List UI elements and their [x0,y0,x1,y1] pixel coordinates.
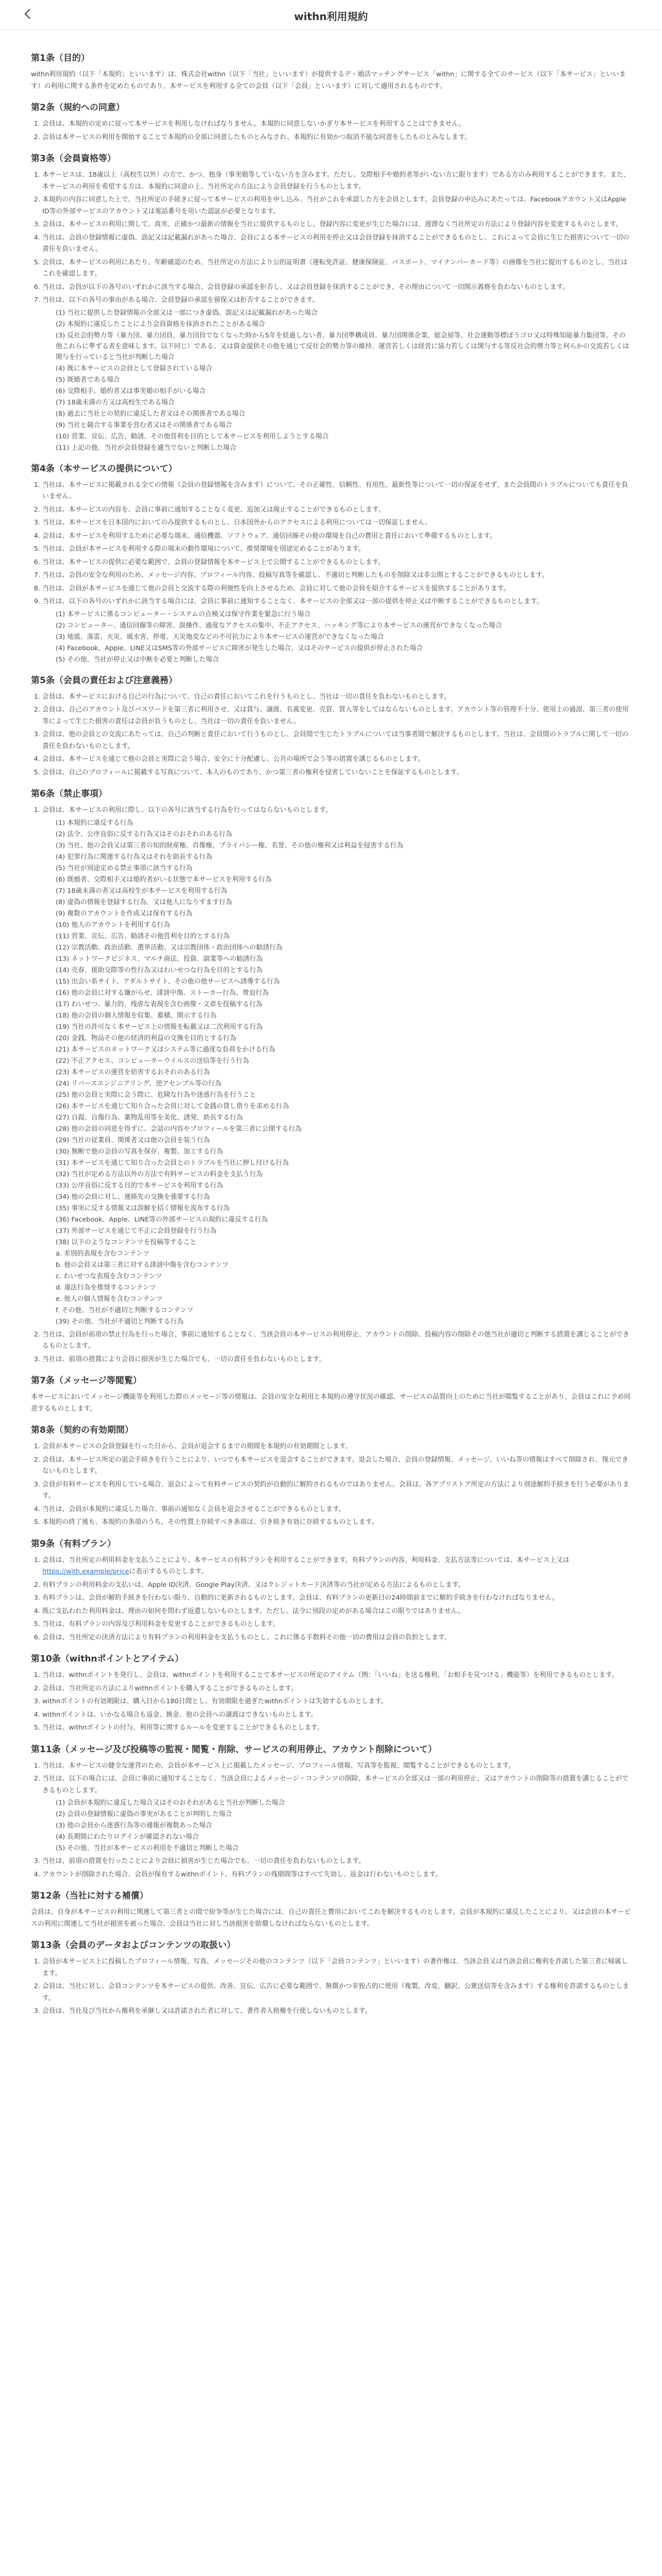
sub-clause-item: (27) 自殺、自傷行為、薬物乱用等を美化、誘発、助長する行為 [56,1113,243,1122]
article-section [31,463,631,665]
clause-text: 当社は、本サービスの内容を、会員に事前に通知することなく変更、追加又は廃止することができるものとします。 [42,505,385,514]
clause-item [42,1354,631,1366]
clause-item [42,1454,631,1478]
clause-text: 会員は、自己のプロフィールに掲載する写真について、本人のものであり、かつ第三者の権利を侵害していないことを保証するものとします。 [42,768,464,776]
sub-clause-item: (14) 売春、援助交際等の性行為又はわいせつな行為を目的とする行為 [56,966,263,974]
clause-item [42,583,631,595]
sub-clause-item: (31) 本サービスを通じて知り合った会員とのトラブルを当社に押し付ける行為 [56,1159,289,1167]
sub-clause-item: (2) 会員の登録情報に虚偽の事実があることが判明した場合 [56,1810,233,1818]
sub-clause-item: d. 違法行為を推奨するコンテンツ [56,1283,156,1292]
clause-text: 有料プランの利用料金の支払いは、Apple ID決済、Google Play決済、又はクレジットカード決済等の当社が定める方法によるものとします。 [42,1581,465,1589]
sub-clause-item: (33) 公序良俗に反する目的で本サービスを利用する行為 [56,1181,223,1190]
clause-text: 本規約の内容に同意した上で、当社所定の手続きに従って本サービスの利用を申し込み、当社がこれを承認した方を会員とします。会員登録の申込みにあたっては、Facebookアカウント又はApple ID等の外部サービスのアカウント又は電話番号を用いた認証が必要となります。 [42,196,626,215]
sub-clause-item: (23) 本サービスの運営を妨害するおそれのある行為 [56,1068,210,1076]
clause-item [42,1479,631,1502]
clause-text: 会員は、本サービスの利用に際し、以下の各号に該当する行為を行ってはならないものとします。 [42,806,333,814]
clause-text: 会員は、当社所定の方法によりwithnポイントを購入することができるものとします。 [42,1684,297,1692]
clause-text: 当社は、withnポイントを発行し、会員は、withnポイントを利用することで本サービスの所定のアイテム（例：「いいね」を送る権利、「お相手を見つける」機能等）を利用できるものとします。 [42,1671,619,1679]
article-heading: 第4条（本サービスの提供について） [31,463,177,474]
sub-clause-item: (30) 無断で他の会員の写真を保存、複製、加工する行為 [56,1147,223,1156]
sub-clause-item: (3) 地震、落雷、火災、風水害、停電、天災地変などの不可抗力により本サービスの運営ができなくなった場合 [56,633,384,641]
clause-item [42,1329,631,1352]
sub-clause-list [42,1798,631,1854]
sub-clause-item: (7) 18歳未満の者又は高校生が本サービスを利用する行為 [56,887,227,895]
clause-item [42,1580,631,1591]
clause-text: 当社は、会員が本サービスを通じて他の会員と交流する際の利便性を向上させるため、会員に対して他の会員を紹介するサービスを提供することがあります。 [42,584,510,592]
sub-clause-item: (8) 虚偽の情報を登録する行為、又は他人になりすます行為 [56,898,233,906]
article-heading: 第1条（目的） [31,53,90,63]
clause-text: 会員は、本サービスにおける自己の行為について、自己の責任においてこれを行うものとし、当社は一切の責任を負わないものとします。 [42,692,451,701]
sub-clause-item: (10) 営業、宣伝、広告、勧誘、その他営利を目的として本サービスを利用しようとする場合 [56,432,329,440]
clause-text: 会員は、本サービスを通じて他の会員と実際に会う場合、安全に十分配慮し、公共の場所で会う等の措置を講じるものとします。 [42,755,425,763]
sub-clause-item: (19) 当社の許可なく本サービス上の情報を転載又は二次利用する行為 [56,1023,263,1031]
sub-clause-item: (37) 外部サービスを通じて不正に会員登録を行う行為 [56,1227,217,1235]
clause-item [42,1856,631,1868]
article-section [31,1375,631,1415]
clause-text: 会員は、当社所定の利用料金を支払うことにより、本サービスの有料プランを利用することができます。有料プランの内容、利用料金、支払方法等については、本サービス上又は [42,1556,570,1564]
clause-item [42,1632,631,1644]
terms-body [0,30,662,2018]
clause-text: 当社は、本サービスの提供に必要な範囲で、会員の登録情報を本サービス上で公開することができるものとします。 [42,558,385,566]
sub-clause-item: (3) 当社、他の会員又は第三者の知的財産権、肖像権、プライバシー権、名誉、その他の権利又は利益を侵害する行為 [56,841,404,850]
clause-item [42,194,631,217]
clause-text: 会員は、本サービスの利用にあたり、年齢確認のため、当社所定の方法により公的証明書（運転免許証、健康保険証、パスポート、マイナンバーカード等）の画像を当社に提出するものとし、当社はこれを確認します。 [42,258,628,278]
sub-clause-item: (34) 他の会員に対し、連絡先の交換を強要する行為 [56,1193,210,1201]
sub-clause-item: (4) 犯罪行為に関連する行為又はそれを助長する行為 [56,853,212,861]
sub-clause-list [42,818,631,1327]
sub-clause-item: (5) その他、当社が本サービスの利用を不適切と判断した場合 [56,1844,239,1852]
article-section [31,152,631,453]
sub-clause-item: (4) 長期間にわたりログインが確認されない場合 [56,1833,199,1841]
clause-list [31,1441,631,1529]
clause-text: 当社は、以下の各号の事由がある場合、会員登録の承認を留保又は拒否することができます。 [42,296,319,304]
clause-item [42,1592,631,1604]
clause-item [42,1696,631,1708]
article-section [31,1743,631,1881]
clause-item [42,1683,631,1695]
sub-clause-item: (2) 本規約に違反したことにより会員資格を抹消されたことがある場合 [56,320,266,328]
sub-clause-item: e. 他人の個人情報を含むコンテンツ [56,1295,163,1303]
clause-item [42,557,631,569]
clause-item [42,517,631,529]
clause-text: 本規約の終了後も、本規約の条項のうち、その性質上存続すべき条項は、引き続き有効に存続するものとします。 [42,1518,378,1526]
clause-item [42,544,631,555]
clause-item [42,1441,631,1453]
clause-item [42,1773,631,1854]
clause-text: 有料プランは、会員が解約手続きを行わない限り、自動的に更新されるものとします。会員は、有料プランの更新日の24時間前までに解約手続きを行わなければなりません。 [42,1594,559,1602]
clause-list [31,1555,631,1644]
clause-text: withnポイントは、いかなる場合も返金、換金、他の会員への譲渡はできないものとします。 [42,1710,318,1719]
clause-list [31,118,631,143]
clause-item [42,1517,631,1529]
sub-clause-item: (2) コンピューター、通信回線等の障害、誤操作、過度なアクセスの集中、不正アクセス、ハッキング等により本サービスの運営ができなくなった場合 [56,621,502,630]
clause-text: 会員は、本規約の定めに従って本サービスを利用しなければなりません。本規約に同意しないかぎり本サービスを利用することはできません。 [42,120,466,128]
sub-clause-item: (11) 営業、宣伝、広告、勧誘その他営利を目的とする行為 [56,932,230,940]
clause-item [42,1869,631,1881]
article-heading: 第5条（会員の責任および注意義務） [31,675,177,686]
sub-clause-item: b. 他の会員又は第三者に対する誹謗中傷を含むコンテンツ [56,1261,229,1269]
sub-clause-item: (36) Facebook、Apple、LINE等の外部サービスの規約に違反する行為 [56,1215,268,1224]
article-section [31,52,631,92]
clause-text: 当社は、以下の各号のいずれかに該当する場合には、会員に事前に通知することなく、本サービスの全部又は一部の提供を停止又は中断することができるものとします。 [42,598,543,605]
clause-text: 当社は、前項の措置により会員に損害が生じた場合でも、一切の責任を負わないものとします。 [42,1355,326,1363]
clause-item [42,1504,631,1516]
article-section [31,1653,631,1734]
clause-list [31,1670,631,1734]
clause-item [42,1981,631,2004]
article-section [31,1890,631,1930]
clause-item [42,480,631,503]
sub-clause-item: (6) 既婚者、交際相手又は婚約者がいる状態で本サービスを利用する行為 [56,875,272,884]
article-section [31,1424,631,1529]
article-paragraph: withn利用規約（以下「本規約」といいます）は、株式会社withn（以下「当社」といいます）が提供するデ・婚活マッチングサービス「withn」に関する全てのサービス（以下「本サービス」といいます）の利用に関する条件を定めたものであり、本サービスを利用する全ての会員（以下「会員」といいます）に対して適用されるものです。 [31,71,626,90]
clause-text: 当社は、会員が以下の各号のいずれかに該当する場合、会員登録の承認を拒否し、又は会員登録を抹消することができ、その理由について一切開示義務を負わないものとします。 [42,283,569,291]
clause-text: 会員は、本サービス所定の退会手続きを行うことにより、いつでも本サービスを退会することができます。退会した場合、会員の登録情報、メッセージ、いいね等の情報はすべて削除され、復元できないものとします。 [42,1455,628,1475]
sub-clause-item: (3) 反社会的勢力等（暴力団、暴力団員、暴力団員でなくなった時から5年を経過しない者、暴力団準構成員、暴力団関係企業、総会屋等、社会運動等標ぼうゴロ又は特殊知能暴力集団等、その他これらに準ずる者を意味します。以下同じ）である、又は資金提供その他を通じて反社会的勢力等の維持、運営若しくは経営に協力若しくは関与する等反社会的勢力等と何らかの交流若しくは関与を行っていると当社が判断した場合 [56,331,630,361]
sub-clause-item: (9) 複数のアカウントを作成又は保有する行為 [56,909,193,918]
clause-list [31,805,631,1365]
article-paragraph: 本サービスにおいてメッセージ機能等を利用した際のメッセージ等の情報は、会員の安全な利用と本規約の遵守状況の確認、サービスの品質向上のために当社が閲覧することがあり、会員はこれに予め同意するものとします。 [31,1393,631,1413]
sub-clause-item: (1) 当社に提供した登録情報の全部又は一部につき虚偽、誤記又は記載漏れがあった場合 [56,309,318,317]
sub-clause-item: (9) 当社と競合する事業を営む者又はその関係者である場合 [56,421,233,429]
sub-clause-list [42,609,631,665]
sub-clause-item: (13) ネットワークビジネス、マルチ商法、投資、副業等への勧誘行為 [56,955,263,963]
sub-clause-item: (11) 上記の他、当社が会員登録を適当でないと判断した場合 [56,444,237,452]
clause-item [42,1760,631,1772]
clause-list [31,170,631,453]
article-heading: 第11条（メッセージ及び投稿等の監視・閲覧・削除、サービスの利用停止、アカウント削除について） [31,1744,437,1755]
sub-clause-item: (20) 金銭、物品その他の経済的利益の交換を目的とする行為 [56,1034,237,1042]
clause-text-after: に表示するものとします。 [129,1568,208,1575]
clause-text: 会員が本サービス上に投稿したプロフィール情報、写真、メッセージその他のコンテンツ（以下「会員コンテンツ」といいます）の著作権は、当該会員又は当該会員に権利を許諾した第三者に帰属します。 [42,1958,628,1977]
clause-item [42,232,631,256]
sub-clause-item: (16) 他の会員に対する嫌がらせ、誹謗中傷、ストーカー行為、脅迫行為 [56,989,269,997]
sub-clause-item: (4) 既に本サービスの会員として登録されている場合 [56,364,212,372]
sub-clause-item: (12) 宗教活動、政治活動、選挙活動、又は宗教団体・政治団体への勧誘行為 [56,943,283,952]
sub-clause-item: (26) 本サービスを通じて知り合った会員に対して金銭の貸し借りを求める行為 [56,1102,289,1110]
clause-text: 当社は、本サービスを日本国内においてのみ提供するものとし、日本国外からのアクセスによる利用については一切保証しません。 [42,519,432,527]
sub-clause-item: (4) Facebook、Apple、LINE又はSMS等の外部サービスに障害が発生した場合、又はそのサービスの提供が停止された場合 [56,644,423,652]
sub-clause-item: a. 差別的表現を含むコンテンツ [56,1249,150,1258]
clause-text: 会員は、当社所定の決済方法により有料プランの利用料金を支払うものとし、これに係る手数料その他一切の費用は会員の負担とします。 [42,1633,451,1641]
clause-item [42,170,631,193]
clause-item [42,754,631,766]
clause-list [31,691,631,779]
clause-item [42,531,631,543]
clause-text: 会員は、本サービスを利用するために必要な端末、通信機器、ソフトウェア、通信回線その他の環境を自己の費用と責任において準備するものとします。 [42,532,496,540]
sub-clause-item: (15) 出会い系サイト、アダルトサイト、その他の他サービスへ誘導する行為 [56,977,280,986]
clause-item [42,132,631,144]
sub-clause-item: (5) その他、当社が停止又は中断を必要と判断した場合 [56,655,219,664]
clause-text: 当社は、有料プランの内容及び利用料金を変更することができるものとします。 [42,1620,279,1628]
clause-item [42,295,631,453]
clause-list [31,1956,631,2018]
sub-clause-list [42,308,631,453]
clause-text: 会員は本サービスの利用を開始することで本規約の全部に同意したものとみなされ、本規約に有効かつ取消不能な同意をしたものとみなします。 [42,133,471,141]
clause-text: 会員は、当社及び当社から権利を承継し又は許諾された者に対して、著作者人格権を行使しないものとします。 [42,2007,372,2015]
sub-clause-item: (2) 法令、公序良俗に反する行為又はそのおそれのある行為 [56,830,233,838]
article-heading: 第9条（有料プラン） [31,1538,116,1549]
sub-clause-item: (7) 18歳未満の方又は高校生である場合 [56,398,175,406]
article-heading: 第6条（禁止事項） [31,789,107,799]
article-section [31,101,631,143]
clause-item [42,118,631,130]
article-section [31,788,631,1365]
clause-item [42,219,631,231]
clause-text: 会員は、他の会員との交流にあたっては、自己の判断と責任において行うものとし、会員間で生じたトラブルについては当事者間で解決するものとします。当社は、会員間のトラブルに関して一切の責任を負わないものとします。 [42,731,628,750]
article-section [31,1939,631,2018]
clause-text: 当社は、会員が本サービスを利用する際の端末の動作環境について、推奨環境を別途定めることがあります。 [42,545,365,553]
clause-text: 当社は、会員の登録情報に虚偽、誤記又は記載漏れがあった場合、会員による本サービスの利用を停止又は会員登録を抹消することができるものとし、これによって会員に生じた損害について一切の責任を負いません。 [42,233,630,253]
page-title: withn利用規約 [294,10,368,23]
clause-text: 会員は、自己のアカウント及びパスワードを第三者に利用させ、又は貸与、譲渡、名義変更、売買、質入等をしてはならないものとします。アカウント等の管理不十分、使用上の過誤、第三者の使用等によって生じた損害の責任は会員が負うものとし、当社は一切の責任を負いません。 [42,706,629,725]
article-section [31,674,631,779]
article-paragraph: 会員は、自身が本サービスの利用に関連して第三者との間で紛争等が生じた場合には、自己の責任と費用においてこれを解決するものとします。会員が本規約に違反したことにより、又は会員の本サービスの利用に関連して当社が損害を被った場合、会員は当社に対し当該損害を賠償しなければならないものとします。 [31,1908,631,1928]
clause-item [42,257,631,280]
article-heading: 第8条（契約の有効期間） [31,1425,134,1435]
article-heading: 第12条（当社に対する補償） [31,1891,148,1901]
clause-text: アカウントが削除された場合、会員が保有するwithnポイント、有料プランの残期間等はすべて失効し、返金は行わないものとします。 [42,1870,442,1878]
clause-text: 会員が本サービスの会員登録を行った日から、会員が退会するまでの期間を本規約の有効期間とします。 [42,1443,352,1450]
sub-clause-item: (1) 会員が本規約に違反した場合又はそのおそれがあると当社が判断した場合 [56,1799,285,1807]
sub-clause-item: f. その他、当社が不適切と判断するコンテンツ [56,1306,194,1314]
sub-clause-item: c. わいせつな表現を含むコンテンツ [56,1272,162,1280]
sub-clause-item: (18) 他の会員の個人情報を収集、蓄積、開示する行為 [56,1011,217,1020]
clause-list [31,480,631,665]
price-page-link[interactable]: https://with.example/price [42,1568,129,1575]
clause-text: 当社は、会員の安全な利用のため、メッセージ内容、プロフィール内容、投稿写真等を確認し、不適切と判断したものを削除又は非公開とすることができるものとします。 [42,571,549,579]
sub-clause-item: (8) 過去に当社との契約に違反した者又はその関係者である場合 [56,410,245,418]
sub-clause-item: (17) わいせつ、暴力的、残虐な表現を含む画像・文章を投稿する行為 [56,1000,262,1008]
clause-item [42,1606,631,1618]
clause-list [31,1760,631,1881]
clause-text: 会員は、当社に対し、会員コンテンツを本サービスの提供、改善、宣伝、広告に必要な範囲で、無償かつ非独占的に使用（複製、改変、翻訳、公衆送信等を含みます）する権利を許諾するものとします。 [42,1982,630,2002]
clause-text: withnポイントの有効期限は、購入日から180日間とし、有効期限を過ぎたwithnポイントは失効するものとします。 [42,1698,388,1705]
clause-item [42,282,631,294]
clause-text: 当社は、本サービスに掲載される全ての情報（会員の登録情報を含みます）について、その正確性、信頼性、有用性、最新性等について一切の保証をせず、また会員間のトラブルについても責任を負いません。 [42,481,628,500]
sub-clause-item: (25) 他の会員と実際に会う際に、危険な行為や迷惑行為を行うこと [56,1091,256,1099]
clause-item [42,691,631,703]
sub-clause-item: (1) 本サービスに係るコンピューター・システムの点検又は保守作業を緊急に行う場合 [56,610,311,618]
sub-clause-item: (39) その他、当社が不適切と判断する行為 [56,1317,184,1326]
clause-text: 当社は、withnポイントの付与、利用等に関するルールを変更することができるものとします。 [42,1724,324,1732]
sub-clause-item: (21) 本サービスのネットワーク又はシステム等に過度な負荷をかける行為 [56,1045,275,1054]
header-bar [0,0,662,30]
sub-clause-item: (32) 当社が定める方法以外の方法で有料サービスの料金を支払う行為 [56,1170,263,1178]
clause-text: 当社は、会員が本規約に違反した場合、事前の通知なく会員を退会させることができるものとします。 [42,1505,345,1513]
clause-item [42,729,631,752]
article-heading: 第10条（withnポイントとアイテム） [31,1654,184,1664]
sub-clause-item: (28) 他の会員の同意を得ずに、会話の内容やプロフィールを第三者に公開する行為 [56,1125,302,1133]
clause-item [42,1555,631,1578]
sub-clause-item: (3) 他の会員から迷惑行為等の通報が複数あった場合 [56,1822,212,1829]
sub-clause-item: (6) 交際相手、婚約者又は事実婚の相手がいる場合 [56,387,206,395]
clause-item [42,596,631,665]
sub-clause-item: (35) 事実に反する情報又は誤解を招く情報を流布する行為 [56,1204,230,1212]
clause-text: 当社は、前項の措置を行ったことにより会員に損害が生じた場合でも、一切の責任を負わないものとします。 [42,1857,366,1865]
article-heading: 第7条（メッセージ等閲覧） [31,1376,142,1386]
clause-text: 会員は、本サービスの利用に関して、真実、正確かつ最新の情報を当社に提供するものとし、登録内容に変更が生じた場合には、遅滞なく当社所定の方法により登録内容を変更するものとします。 [42,221,622,228]
sub-clause-item: (1) 本規約に違反する行為 [56,819,134,827]
clause-item [42,1956,631,1979]
clause-item [42,1709,631,1721]
clause-item [42,1619,631,1631]
clause-item [42,1670,631,1682]
clause-text: 本サービスは、18歳以上（高校生以外）の方で、かつ、独身（事実婚等していない方を含みます。ただし、交際相手や婚約者等がいない方に限ります）である方のみ利用することができます。また、本サービスの利用を希望する方は、本規約に同意の上、当社所定の方法により会員登録を行うものとします。 [42,171,630,191]
clause-item [42,704,631,727]
clause-text: 既に支払われた利用料金は、理由の如何を問わず返還しないものとします。ただし、法令に別段の定めがある場合はこの限りではありません。 [42,1607,465,1615]
article-heading: 第2条（規約への同意） [31,103,125,113]
sub-clause-item: (22) 不正アクセス、コンピューターウイルスの送信等を行う行為 [56,1057,250,1065]
clause-item [42,805,631,1327]
article-heading: 第3条（会員資格等） [31,154,116,164]
sub-clause-item: (29) 当社の従業員、関係者又は他の会員を装う行為 [56,1136,210,1144]
sub-clause-item: (10) 他人のアカウントを利用する行為 [56,921,171,929]
sub-clause-item: (5) 既婚者である場合 [56,376,120,384]
clause-item [42,2006,631,2018]
article-heading: 第13条（会員のデータおよびコンテンツの取扱い） [31,1940,236,1951]
clause-item [42,570,631,582]
clause-text: 当社は、以下の場合には、会員に事前に通知することなく、当該会員によるメッセージ・コンテンツの削除、本サービスの全部又は一部の利用停止、又はアカウントの削除等の措置を講じることができるものとします。 [42,1775,629,1794]
clause-item [42,504,631,516]
article-section [31,1538,631,1644]
clause-item [42,1722,631,1734]
clause-item [42,767,631,779]
clause-text: 当社は、本サービスの健全な運営のため、会員が本サービス上に掲載したメッセージ、プロフィール情報、写真等を監視、閲覧することができるものとします。 [42,1761,515,1770]
sub-clause-item: (5) 当社が別途定める禁止事項に該当する行為 [56,864,193,872]
clause-text: 会員が有料サービスを利用している場合、退会によって有料サービスの契約が自動的に解約されるものではありません。会員は、各アプリストア所定の方法により別途解約手続きを行う必要があります。 [42,1480,630,1500]
clause-text: 当社は、会員が前項の禁止行為を行った場合、事前に通知することなく、当該会員の本サービスの利用停止、アカウントの削除、投稿内容の削除その他当社が適切と判断する措置を講じることができるものとします。 [42,1330,630,1350]
sub-clause-item: (24) リバースエンジニアリング、逆アセンブル等の行為 [56,1079,222,1088]
sub-clause-item: (38) 以下のようなコンテンツを投稿等すること [56,1238,196,1246]
